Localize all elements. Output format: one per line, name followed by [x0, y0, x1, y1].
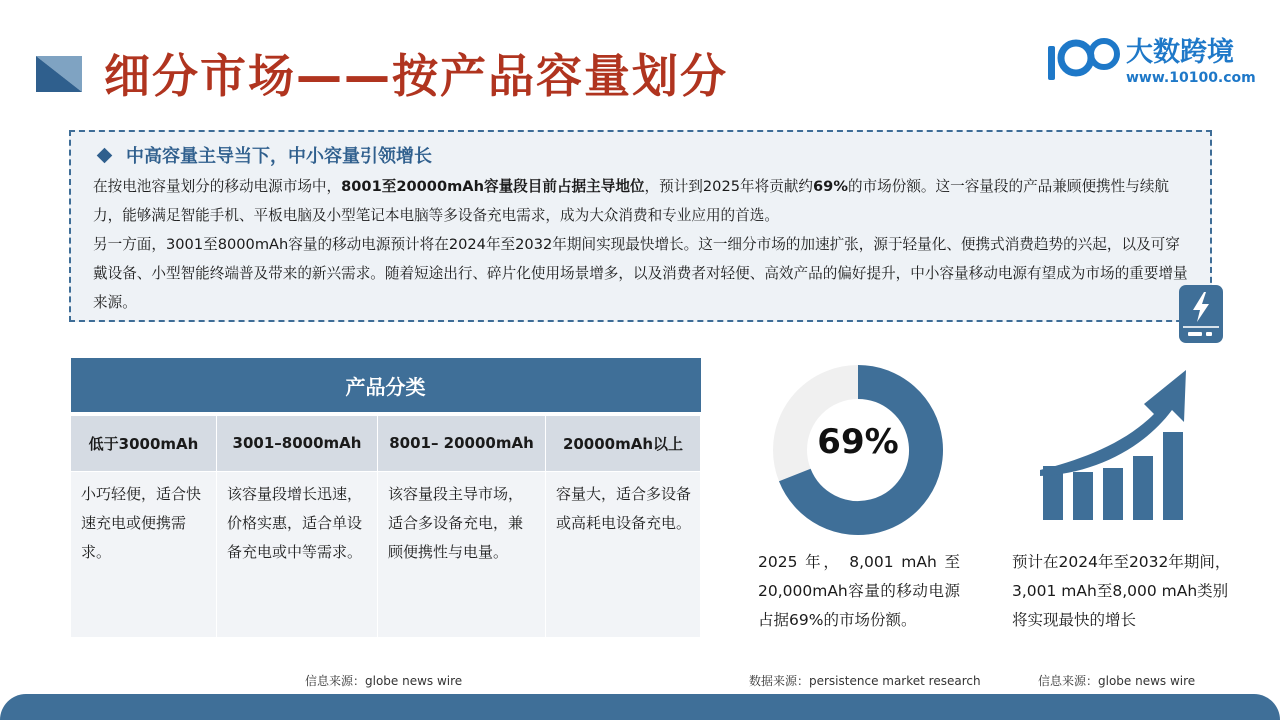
- column-header: 20000mAh以上: [546, 415, 701, 471]
- product-table: [70, 358, 701, 638]
- p1-after: 的市场份额。这一容量段的产品兼顾便携性与续航力，能够满足智能手机、平板电脑及小型笔记本电脑等多设备充电需求，成为大众消费和专业应用的首选。: [93, 178, 1170, 224]
- diamond-bullet-icon: [97, 147, 113, 163]
- p1-bold: 8001至20000mAh容量段目前占据主导地位: [341, 178, 645, 195]
- column-cell: 容量大，适合多设备或高耗电设备充电。: [546, 471, 701, 637]
- source-note: 信息来源：globe news wire: [305, 674, 463, 688]
- column-cell: 该容量段主导市场，适合多设备充电，兼顾便携性与电量。: [378, 471, 546, 637]
- summary-paragraph-2: 另一方面，3001至8000mAh容量的移动电源预计将在2024年至2032年期间实现最快增长。这一细分市场的加速扩张，源于轻量化、便携式消费趋势的兴起，以及可穿戴设备、小型智能终端普及带来的新兴需求。随着短途出行、碎片化使用场景增多，以及消费者对轻便、高效产品的偏好提升，中小容量移动电源有望成为市场的重要增量来源。: [93, 236, 1188, 311]
- footer-band: [0, 694, 1280, 720]
- logo-name: 大数跨境: [1126, 37, 1234, 68]
- donut-percent-label: 69%: [817, 422, 899, 462]
- logo-url: www.10100.com: [1126, 70, 1256, 86]
- donut-caption: 2025 年， 8,001 mAh 至20,000mAh容量的移动电源占据69%的市场份额。: [758, 553, 960, 629]
- column-cell: 小巧轻便，适合快速充电或便携需求。: [71, 471, 217, 637]
- p1-bold-percent: 69%: [813, 178, 848, 195]
- growth-bars-arrow-icon: [1040, 366, 1190, 522]
- page-title: 细分市场——按产品容量划分: [104, 49, 728, 103]
- column-header: 8001– 20000mAh: [378, 415, 546, 471]
- table-title: 产品分类: [71, 358, 701, 412]
- summary-heading-text: 中高容量主导当下，中小容量引领增长: [126, 146, 432, 167]
- summary-heading: [95, 142, 1188, 168]
- column-header: 3001–8000mAh: [217, 415, 378, 471]
- title-mark-icon: [36, 56, 82, 92]
- summary-paragraph-1: [93, 172, 1188, 230]
- growth-caption: 预计在2024年至2032年期间，3,001 mAh至8,000 mAh类别将实现最快的增长: [1012, 553, 1231, 629]
- p1-mid: ，预计到2025年将贡献约: [644, 178, 814, 195]
- brand-logo[interactable]: [1046, 30, 1256, 90]
- column-header: 低于3000mAh: [71, 415, 217, 471]
- column-cell: 该容量段增长迅速，价格实惠，适合单设备充电或中等需求。: [217, 471, 378, 637]
- summary-box: [69, 130, 1212, 322]
- power-bank-icon: [1178, 284, 1224, 344]
- logo-mark-icon: [1046, 36, 1122, 84]
- source-note: 数据来源：persistence market research: [749, 674, 981, 688]
- p1-before: 在按电池容量划分的移动电源市场中，: [93, 178, 342, 195]
- source-note: 信息来源：globe news wire: [1038, 674, 1196, 688]
